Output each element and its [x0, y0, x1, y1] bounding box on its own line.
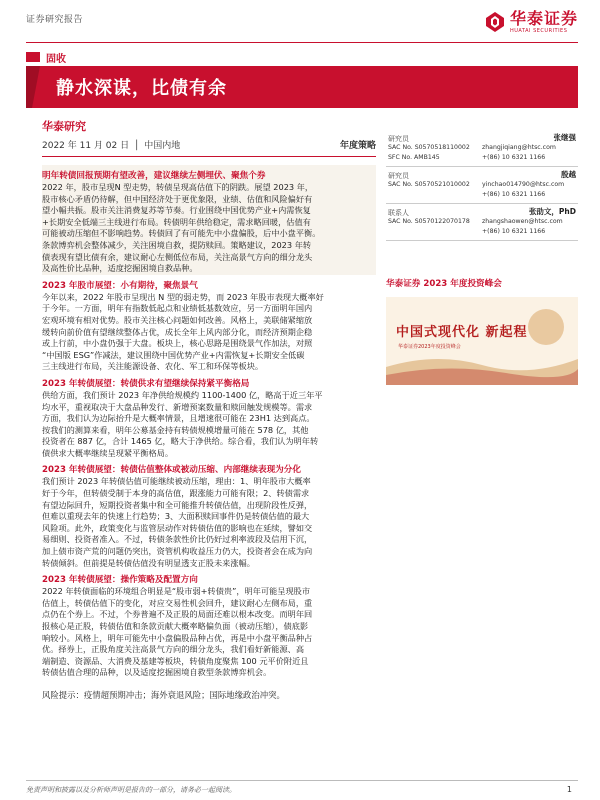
section-line: 及高性价比品种，适度挖掘困境自救品种。 — [42, 263, 198, 274]
page-number: 1 — [566, 785, 572, 794]
section-line: 按我们的测算来看，明年公募基金持有转债规模增量可能在 578 亿，其他 — [42, 424, 309, 435]
risk-text: 疫情超预期冲击；海外衰退风险；国际地缘政治冲突。 — [83, 689, 285, 700]
analyst-role: 研究员 — [388, 172, 409, 180]
section-line: 债表现有望比债有余，建议耐心左侧低位布局，关注高景气方向的细分龙头 — [42, 251, 313, 262]
analyst-sac: SAC No. S0570521010002 — [388, 181, 470, 188]
section-line: 易细则、投资者准入。不过，转债条款性价比仍好过利率波段及信用下沉， — [42, 534, 313, 545]
summit-subtitle: 华泰证券2023年度投资峰会 — [398, 344, 461, 350]
header-divider — [26, 42, 578, 43]
section-line: 响较小。风格上，明年可能先中小盘偏股品种占优，再是中小盘平衡品种占 — [42, 632, 313, 643]
logo-name-cn: 华泰证券 — [509, 9, 578, 28]
huatai-logo — [484, 10, 578, 34]
report-date: 2022 年 11 月 02 日 — [42, 141, 130, 151]
category-label: 固收 — [46, 54, 66, 65]
analyst-role: 联系人 — [388, 209, 409, 217]
analyst-name: 殷越 — [561, 170, 576, 179]
section-title: 明年转债回报预期有望改善，建议继续左侧埋伏、聚焦个券 — [42, 171, 266, 181]
section-line: 于今年。一方面，明年有指数低起点和业绩低基数效应，另一方面明年国内 — [42, 303, 313, 314]
section-line: 或上行前，中小盘仍强于大盘。板块上，核心思路是围绕景气作加法，对照 — [42, 338, 313, 349]
risk-warning — [42, 689, 376, 701]
section-line: 2022 年转债面临的环境组合明显是“股市弱+转债贵”，明年可能呈现股市 — [42, 586, 311, 597]
sidebar — [386, 130, 578, 385]
section-line: 2022 年，股市呈现N 型走势，转债呈现高估值下的阴跌。展望 2023 年， — [42, 182, 314, 192]
analyst-name: 张劭文，PhD — [528, 207, 576, 216]
analyst-email[interactable]: zhangshaowen@htsc.com — [482, 218, 563, 225]
summary-section — [42, 165, 376, 275]
analyst-sac: SAC No. S0570518110002 — [388, 144, 470, 151]
section-line: 三主线进行布局，关注能源设备、农化、军工和环保等板块。 — [42, 361, 264, 372]
section-line: “中国版 ESG”作减法，建议围绕中国优势产业+内需恢复+长期安全低碳 — [42, 349, 305, 360]
risk-label: 风险提示： — [42, 689, 84, 700]
section-line: 条款博弈机会整体减少，关注困境自救，提防赎回。策略建议，2023 年转 — [42, 239, 312, 250]
analyst-phone: +(86) 10 6321 1166 — [482, 228, 546, 235]
section-line: 点仍在个券上。不过，个券普遍不及正股的局面还难以根本改变。而明年回 — [42, 609, 313, 620]
section-line: 供给方面，我们预计 2023 年净供给规模约 1100-1400 亿，略高于近三年平 — [42, 389, 323, 400]
analyst-phone: +(86) 10 6321 1166 — [482, 191, 546, 198]
section-line: 缓转向前价值有望继续整体占优，成长全年上风内部分化，而经济预期企稳 — [42, 326, 313, 337]
analyst-sfc: SFC No. AMB145 — [388, 154, 440, 161]
section-line: 宏观环境有相对优势。股市关注核心问题如何改善。风格上，美联储紧缩放 — [42, 314, 313, 325]
research-org: 华泰研究 — [42, 120, 86, 133]
section-line: 可能被动压缩但不影响趋势。转债回了有可能先中小盘偏股，后中小盘平衡。 — [42, 228, 321, 239]
section-line: 转债倾斜。但前提是转债估值没有明显透支正股未来涨幅。 — [42, 557, 255, 568]
huatai-logo-icon — [484, 10, 506, 34]
section-line: 加上债市资产荒的问题仍突出，资管机构收益压力仍大，投资者会在成为向 — [42, 546, 313, 557]
summit-slogan: 中国式现代化 新起程 — [396, 325, 528, 340]
report-meta — [42, 138, 376, 157]
section-line: 股市核心矛盾仍待解，但中国经济处于更优象限，业绩、估值和风险偏好有 — [42, 193, 313, 204]
report-subtype: 年度策略 — [339, 141, 376, 151]
section-line: 好于今年，但转债受制于本身的高估值，跟涨能力可能有限；2、转债需求 — [42, 488, 310, 499]
analyst-email[interactable]: yinchao014790@htsc.com — [482, 181, 565, 188]
section-line: 估值上，转债估值下的变化，对应交易性机会回升，建议耐心左侧布局，重 — [42, 597, 313, 608]
analyst-sac: SAC No. S0570122070178 — [388, 218, 470, 225]
analyst-card — [386, 130, 578, 167]
main-content — [42, 118, 376, 701]
section-line: 端制造、资源品、大消费及基建等板块，转债角度聚焦 100 元平价附近且 — [42, 655, 309, 666]
stock-outlook-section — [42, 280, 376, 373]
analyst-name: 张继强 — [553, 133, 576, 142]
summit-banner-image — [386, 297, 578, 385]
report-region: 中国内地 — [144, 141, 181, 151]
analyst-email[interactable]: zhangjiqiang@htsc.com — [482, 144, 556, 151]
valuation-section — [42, 464, 376, 569]
title-banner — [26, 66, 578, 108]
section-title: 2023 年转债展望：转债估值整体或被动压缩、内部继续表现为分化 — [42, 465, 301, 476]
section-line: 但难以重现去年的快速上行趋势；3、大面积赎回事件仍是转债估值的最大 — [42, 511, 310, 522]
section-line: 风险项。此外，政策变化与监管层动作对转债估值的影响也在延续，譬如交 — [42, 522, 313, 533]
banner-accent-icon — [26, 66, 46, 108]
section-line: 有望边际回升，短期投资者集中和全可能推升转债估值，出现阶段性反弹， — [42, 499, 313, 510]
analyst-card — [386, 204, 578, 241]
section-line: 均水平，重视取决于大盘品种发行、新增预案数量和赎回触发规模等。需求 — [42, 401, 313, 412]
section-line: 转债估值合理的品种，以及适度挖掘困境自救型条款博弈机会。 — [42, 667, 272, 678]
analyst-role: 研究员 — [388, 135, 409, 143]
section-title: 2023 年转债展望：操作策略及配置方向 — [42, 575, 198, 586]
report-title: 静水深谋，比债有余 — [56, 78, 227, 99]
section-line: 优。择券上，正股角度关注高景气方向的细分龙头，我们看好新能源、高 — [42, 644, 305, 655]
analyst-phone: +(86) 10 6321 1166 — [482, 154, 546, 161]
analyst-card — [386, 167, 578, 204]
section-line: 我们预计 2023 年转债估值可能继续被动压缩，理由：1、明年股市大概率 — [42, 476, 311, 487]
section-line: 报核心是正股，转债估值和条款贡献大概率略偏负面（被动压缩），债底影 — [42, 621, 309, 631]
strategy-section — [42, 574, 376, 679]
section-line: +长期安全低端三主线进行布局。转债明年供给稳定，需求略回暖，估值有 — [42, 216, 311, 227]
meta-separator: │ — [134, 141, 140, 151]
section-line: 望小幅共振。股市关注消费复苏等节奏。行业围绕中国优势产业+内需恢复 — [42, 205, 311, 216]
footer-divider — [26, 780, 578, 781]
footer-disclaimer: 免责声明和披露以及分析师声明是报告的一部分，请务必一起阅读。 — [26, 786, 236, 794]
logo-name-en: HUATAI SECURITIES — [509, 28, 568, 34]
section-line: 今年以来，2022 年股市呈现出 N 型的弱走势，而 2023 年股市表现大概率好 — [42, 291, 324, 302]
report-type-label: 证券研究报告 — [26, 15, 84, 25]
section-line: 方面，我们认为边际抬升是大概率情景，且增速很可能在 23H1 达到高点。 — [42, 413, 315, 424]
summit-decoration-icon — [386, 297, 578, 385]
summit-title: 华泰证券 2023 年度投资峰会 — [386, 279, 502, 289]
section-line: 债供求大概率继续呈现紧平衡格局。 — [42, 447, 174, 458]
supply-demand-section — [42, 378, 376, 460]
section-line: 投资者在 887 亿，合计 1465 亿，略大于净供给。综合看，我们认为明年转 — [42, 436, 319, 447]
section-title: 2023 年转债展望：转债供求有望继续保持紧平衡格局 — [42, 378, 250, 389]
category-marker — [26, 52, 40, 62]
section-title: 2023 年股市展望：小有期待，聚焦景气 — [42, 280, 198, 291]
